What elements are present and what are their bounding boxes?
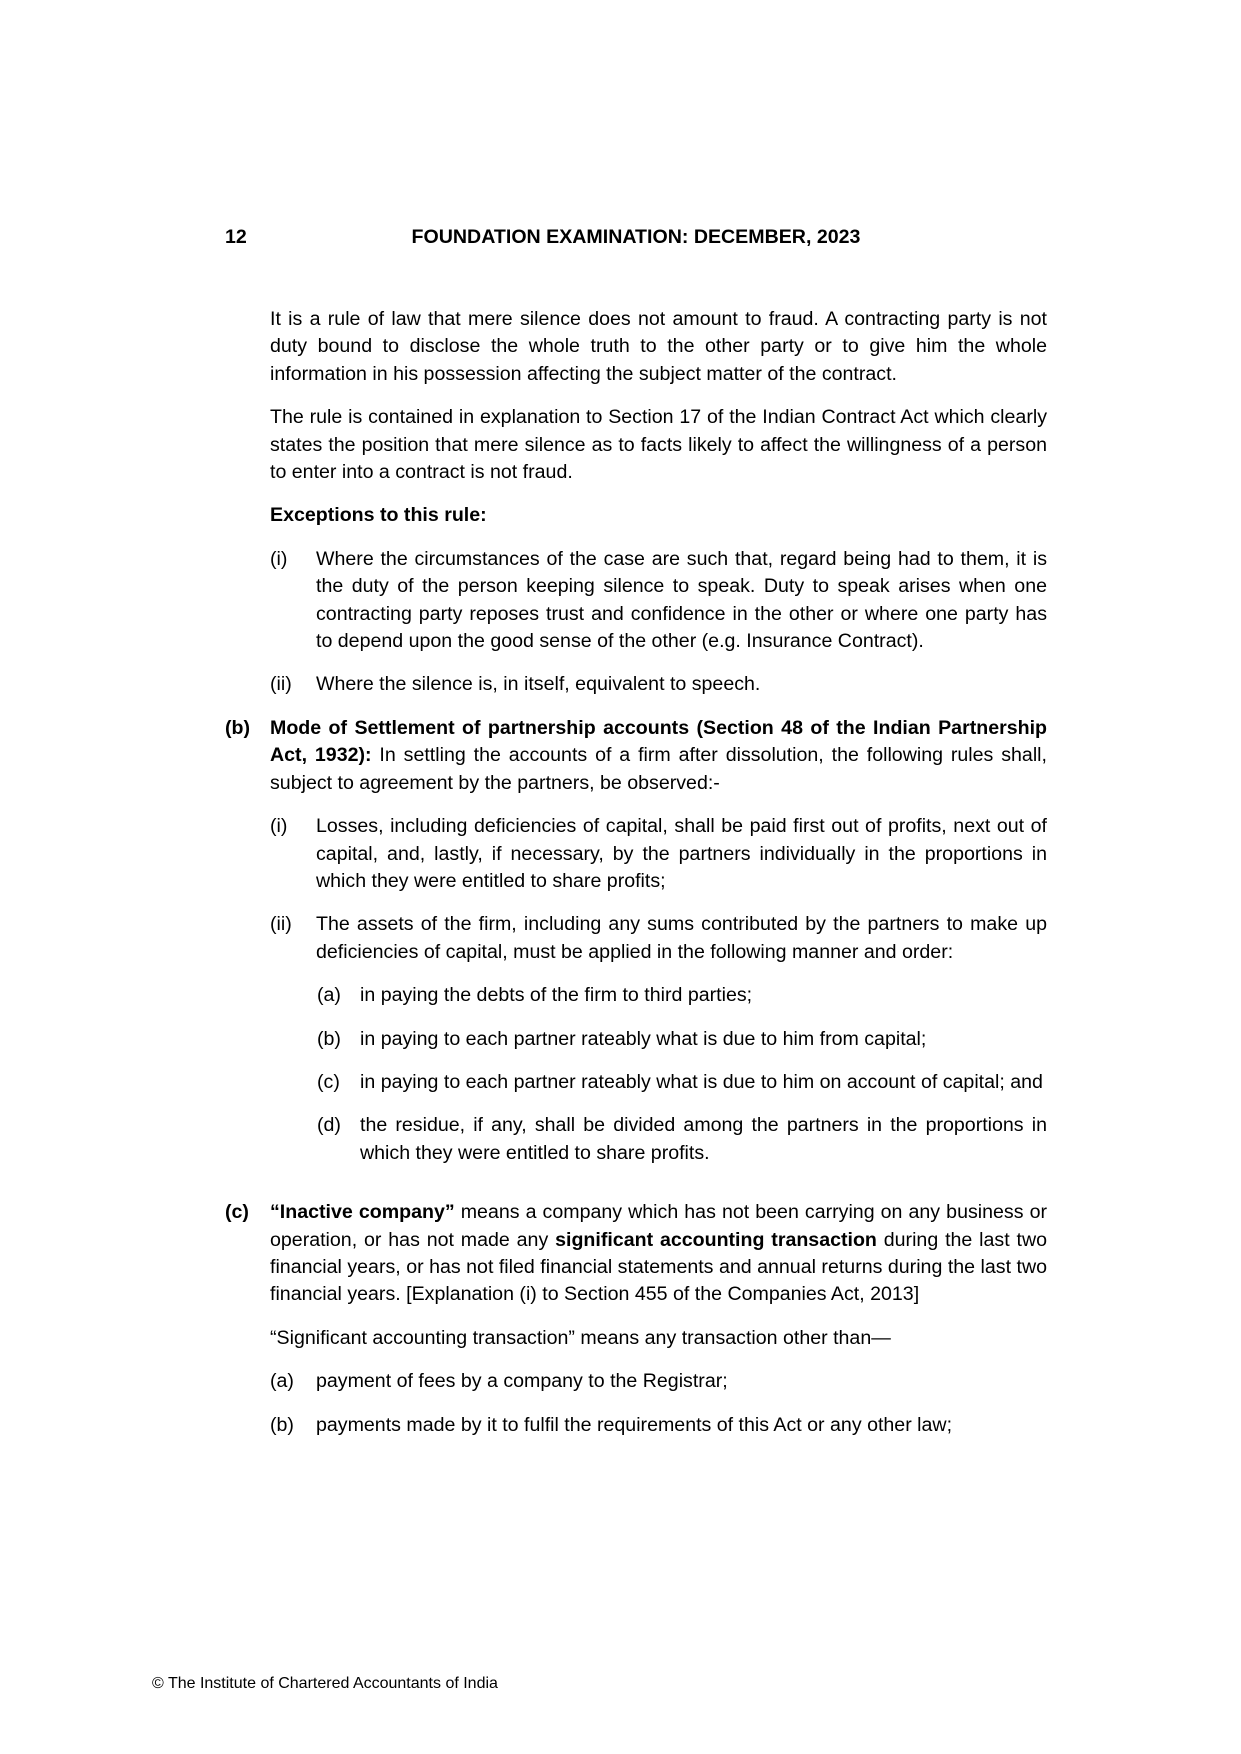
paragraph-section17: The rule is contained in explanation to Section 17 of the Indian Contract Act which clearly states the position that mere silence as to facts likely to affect the willingness of a person to enter into a contract is not fraud. <box>270 406 1047 484</box>
list-item <box>317 1069 1047 1096</box>
list-item <box>317 1112 1047 1167</box>
part-b <box>225 715 1047 1183</box>
part-c-text1: means a company which has not been carrying on any business or operation, or has not made any <box>270 1201 1047 1251</box>
paragraph-silence-rule: It is a rule of law that mere silence does not amount to fraud. A contracting party is not duty bound to disclose the whole truth to the other party or to give him the whole information in his possession affecting the subject matter of the contract. <box>270 308 1047 385</box>
part-c-list <box>270 1368 1047 1439</box>
part-b-heading-rest: In settling the accounts of a firm after dissolution, the following rules shall, subject to agreement by the partners, be observed:- <box>270 744 1047 794</box>
part-c-definition <box>270 1199 1047 1309</box>
page-header <box>225 224 1047 251</box>
exceptions-heading: Exceptions to this rule: <box>270 504 487 527</box>
list-item-text: Where the circumstances of the case are such that, regard being had to them, it is the duty of the person keeping silence to speak. Duty to speak arises when one contracting party reposes trust and confidence in the other or where one party has to depend upon the good sense of the other (e.g. Insurance Contract). <box>316 547 1047 653</box>
page-title: FOUNDATION EXAMINATION: DECEMBER, 2023 <box>411 226 861 248</box>
list-item <box>270 813 1047 895</box>
part-b-body <box>270 715 1047 1183</box>
page-number: 12 <box>225 226 247 248</box>
page-body <box>225 306 1047 1471</box>
sat-definition-paragraph: “Significant accounting transaction” means any transaction other than— <box>270 1326 891 1349</box>
list-item <box>270 1412 1047 1439</box>
list-item-text: in paying the debts of the firm to third parties; <box>360 984 753 1007</box>
part-c-body <box>270 1199 1047 1455</box>
list-marker: (ii) <box>270 673 292 696</box>
list-item-text: the residue, if any, shall be divided among the partners in the proportions in which they were entitled to share profits. <box>360 1114 1047 1164</box>
list-item <box>317 982 1047 1009</box>
list-marker: (i) <box>270 815 288 838</box>
list-item-text: The assets of the firm, including any sums contributed by the partners to make up deficiencies of capital, must be applied in the following manner and order: <box>316 913 1047 963</box>
list-item-text: payment of fees by a company to the Registrar; <box>316 1370 728 1393</box>
list-marker: (b) <box>270 1413 294 1436</box>
list-marker: (b) <box>317 1027 341 1050</box>
part-b-heading <box>270 715 1047 797</box>
part-b-label: (b) <box>225 716 251 739</box>
exceptions-list <box>270 546 1047 699</box>
list-item <box>317 1026 1047 1053</box>
inactive-company-bold: “Inactive company” <box>270 1201 455 1224</box>
part-c-text2: during the last two financial years, or has not filed financial statements and annual returns during the last two financial years. [Explanation (i) to Section 455 of the Companies Act, 2013] <box>270 1228 1047 1306</box>
list-marker: (d) <box>317 1114 341 1137</box>
list-item-text: in paying to each partner rateably what is due to him from capital; <box>360 1027 927 1050</box>
list-item <box>270 671 1047 698</box>
part-c-label: (c) <box>225 1201 249 1224</box>
list-marker: (c) <box>317 1070 340 1093</box>
list-item-text: payments made by it to fulfil the requirements of this Act or any other law; <box>316 1413 953 1436</box>
list-item-text: Losses, including deficiencies of capital, shall be paid first out of profits, next out of capital, and, lastly, if necessary, by the partners individually in the proportions in which they were entitled to share profits; <box>316 815 1047 892</box>
significant-transaction-bold: significant accounting transaction <box>555 1228 877 1251</box>
part-b-heading-bold: Mode of Settlement of partnership accounts (Section 48 of the Indian Partnership Act, 1932): <box>270 716 1047 767</box>
list-marker: (a) <box>270 1370 294 1393</box>
part-c <box>225 1199 1047 1455</box>
list-marker: (ii) <box>270 913 292 936</box>
list-item-text: Where the silence is, in itself, equivalent to speech. <box>316 673 761 696</box>
list-marker: (i) <box>270 547 288 570</box>
part-b-list <box>270 813 1047 966</box>
list-item-text: in paying to each partner rateably what is due to him on account of capital; and <box>360 1070 1043 1093</box>
copyright-footer: © The Institute of Chartered Accountants of India <box>152 1675 498 1692</box>
part-b-sublist <box>317 982 1047 1167</box>
list-item <box>270 911 1047 966</box>
list-marker: (a) <box>317 984 341 1007</box>
list-item <box>270 546 1047 656</box>
list-item <box>270 1368 1047 1395</box>
